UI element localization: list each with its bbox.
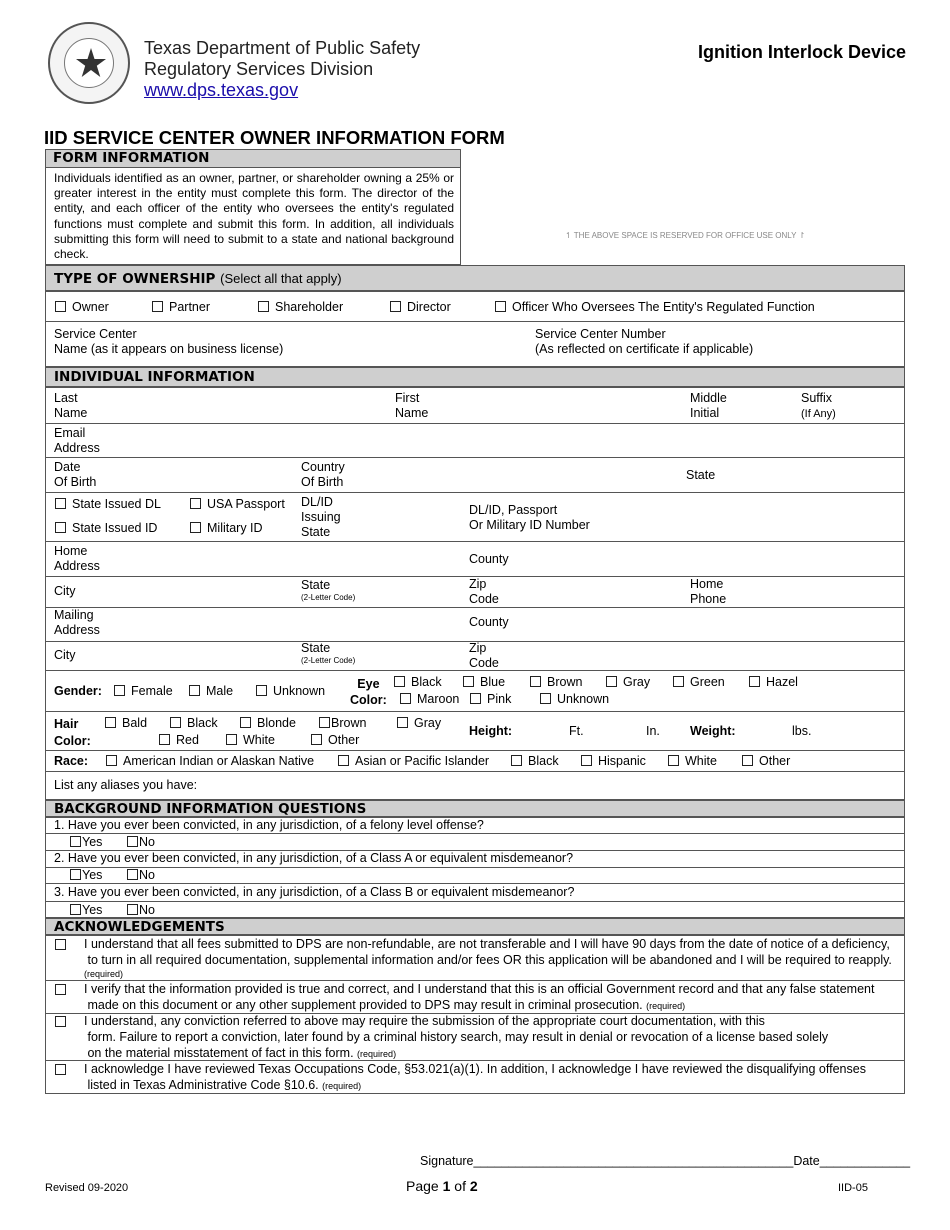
document-type: Ignition Interlock Device: [697, 42, 906, 62]
id-state-id[interactable]: State Issued ID: [55, 521, 157, 536]
birth-state-label: State: [686, 468, 716, 482]
office-use-note: ↿ THE ABOVE SPACE IS RESERVED FOR OFFICE USE ONLY ↾: [565, 231, 806, 240]
ack-3-checkbox[interactable]: [55, 1016, 66, 1027]
service-center-number-label: Service Center Number (As reflected on certificate if applicable): [535, 327, 754, 356]
last-name-label: Last Name: [54, 391, 88, 420]
ack-2-text: I verify that the information provided is true and correct, and I understand that this is an official Government record and that any false statement made on this document or any other supplement provided to DPS may result in criminal prosecution. (required): [84, 982, 875, 1012]
ownership-partner[interactable]: Partner: [152, 300, 210, 315]
race-asian[interactable]: Asian or Pacific Islander: [338, 754, 489, 769]
race-white[interactable]: White: [668, 754, 717, 769]
mailing-address-label: Mailing Address: [54, 608, 100, 637]
home-state-label: State (2-Letter Code): [301, 578, 356, 602]
ownership-director[interactable]: Director: [390, 300, 451, 315]
q3-no[interactable]: No: [127, 903, 155, 918]
ack-1-text: I understand that all fees submitted to DPS are non-refundable, are not transferable and I will have 90 days from the date of notice of a deficiency, to turn in all required documentation, supplemental information and/or fees OR this application will be abandoned and I will be required to reapply. $^{(required)}$: [84, 937, 892, 979]
signature-line[interactable]: Signature______________________________________________Date_____________: [420, 1154, 911, 1168]
race-label: Race:: [54, 754, 89, 768]
form-info-text: Individuals identified as an owner, partner, or shareholder owning a 25% or greater interest in the entity must complete this form. The director of the entity, and each officer of the entity who oversees the entity's regulated functions must complete and submit this form. In addition, all individuals submitting this form will need to submit to a state and national background check.: [54, 171, 454, 262]
ack-2-checkbox[interactable]: [55, 984, 66, 995]
middle-initial-label: Middle Initial: [690, 391, 727, 420]
ack-1-checkbox[interactable]: [55, 939, 66, 950]
form-id: IID-05: [838, 1182, 868, 1194]
eye-color-label: Eye Color:: [350, 677, 387, 707]
q2-yes[interactable]: Yes: [70, 868, 102, 883]
gender-label: Gender:: [54, 684, 102, 698]
website-link[interactable]: www.dps.texas.gov: [144, 80, 299, 100]
id-military[interactable]: Military ID: [190, 521, 263, 536]
home-city-label: City: [54, 584, 76, 598]
home-county-label: County: [469, 552, 509, 566]
ack-4-text: I acknowledge I have reviewed Texas Occupations Code, §53.021(a)(1). In addition, I acknowledge I have reviewed the disqualifying offenses listed in Texas Administrative Code §10.6. (required): [84, 1062, 866, 1092]
agency-name: Texas Department of Public Safety: [144, 38, 421, 58]
hair-white[interactable]: White: [226, 733, 275, 748]
revised-date: Revised 09-2020: [45, 1182, 129, 1194]
mailing-state-label: State (2-Letter Code): [301, 641, 356, 665]
race-hispanic[interactable]: Hispanic: [581, 754, 646, 769]
hair-black[interactable]: Black: [170, 716, 218, 731]
eye-pink[interactable]: Pink: [470, 692, 511, 707]
dob-label: Date Of Birth: [54, 460, 97, 489]
eye-brown[interactable]: Brown: [530, 675, 582, 690]
q3-yes[interactable]: Yes: [70, 903, 102, 918]
race-black[interactable]: Black: [511, 754, 559, 769]
individual-heading: INDIVIDUAL INFORMATION: [45, 367, 905, 387]
dl-issuing-state-label: DL/ID Issuing State: [301, 495, 341, 539]
ack-3-text: I understand, any conviction referred to above may require the submission of the appropriate court documentation, with this form. Failure to report a conviction, later found by a criminal history search, may result in denial or revocation of a license based solely on the material misstatement of fact in this form. (required): [84, 1014, 829, 1060]
home-phone-label: Home Phone: [690, 577, 727, 606]
aliases-label: List any aliases you have:: [54, 778, 198, 792]
eye-unknown[interactable]: Unknown: [540, 692, 609, 707]
background-heading: BACKGROUND INFORMATION QUESTIONS: [45, 800, 905, 817]
email-label: Email Address: [54, 426, 100, 455]
first-name-label: First Name: [395, 391, 429, 420]
hair-blonde[interactable]: Blonde: [240, 716, 296, 731]
ownership-owner[interactable]: Owner: [55, 300, 109, 315]
gender-male[interactable]: Male: [189, 684, 233, 699]
suffix-label: Suffix (If Any): [801, 391, 836, 420]
race-american-indian[interactable]: American Indian or Alaskan Native: [106, 754, 314, 769]
acknowledgements-heading: ACKNOWLEDGEMENTS: [45, 918, 905, 935]
hair-other[interactable]: Other: [311, 733, 359, 748]
inches-label: In.: [646, 724, 660, 738]
mailing-zip-label: Zip Code: [469, 641, 499, 670]
hair-bald[interactable]: Bald: [105, 716, 147, 731]
hair-red[interactable]: Red: [159, 733, 199, 748]
eye-green[interactable]: Green: [673, 675, 725, 690]
gender-unknown[interactable]: Unknown: [256, 684, 325, 699]
q2-no[interactable]: No: [127, 868, 155, 883]
height-label: Height:: [469, 724, 513, 738]
eye-hazel[interactable]: Hazel: [749, 675, 798, 690]
country-of-birth-label: Country Of Birth: [301, 460, 345, 489]
weight-label: Weight:: [690, 724, 736, 738]
ownership-officer[interactable]: Officer Who Oversees The Entity's Regulated Function: [495, 300, 815, 315]
background-question-3: 3. Have you ever been convicted, in any jurisdiction, of a Class B or equivalent misdemeanor?: [54, 885, 575, 899]
race-other[interactable]: Other: [742, 754, 790, 769]
gender-female[interactable]: Female: [114, 684, 173, 699]
feet-label: Ft.: [569, 724, 584, 738]
dps-seal-logo: [48, 22, 130, 104]
q1-yes[interactable]: Yes: [70, 835, 102, 850]
eye-gray[interactable]: Gray: [606, 675, 650, 690]
hair-gray[interactable]: Gray: [397, 716, 441, 731]
dl-number-label: DL/ID, Passport Or Military ID Number: [469, 503, 590, 532]
q1-no[interactable]: No: [127, 835, 155, 850]
page-number: Page 1 of 2: [406, 1178, 478, 1194]
mailing-county-label: County: [469, 615, 509, 629]
ownership-shareholder[interactable]: Shareholder: [258, 300, 343, 315]
eye-maroon[interactable]: Maroon: [400, 692, 459, 707]
eye-black[interactable]: Black: [394, 675, 442, 690]
service-center-name-label: Service Center Name (as it appears on business license): [54, 327, 284, 356]
eye-blue[interactable]: Blue: [463, 675, 505, 690]
background-question-2: 2. Have you ever been convicted, in any jurisdiction, of a Class A or equivalent misdemeanor?: [54, 851, 574, 865]
form-title: IID SERVICE CENTER OWNER INFORMATION FORM: [44, 127, 505, 148]
lbs-label: lbs.: [792, 724, 812, 738]
division-name: Regulatory Services Division: [144, 59, 374, 79]
form-info-heading: FORM INFORMATION: [46, 150, 460, 168]
mailing-city-label: City: [54, 648, 76, 662]
hair-color-label: Hair Color:: [54, 717, 91, 748]
ack-4-checkbox[interactable]: [55, 1064, 66, 1075]
background-question-1: 1. Have you ever been convicted, in any jurisdiction, of a felony level offense?: [54, 818, 484, 832]
home-zip-label: Zip Code: [469, 577, 499, 606]
id-state-dl[interactable]: State Issued DL: [55, 497, 161, 512]
hair-brown[interactable]: Brown: [319, 716, 366, 731]
id-usa-passport[interactable]: USA Passport: [190, 497, 285, 512]
home-address-label: Home Address: [54, 544, 100, 573]
ownership-heading: TYPE OF OWNERSHIP (Select all that apply): [45, 265, 905, 291]
